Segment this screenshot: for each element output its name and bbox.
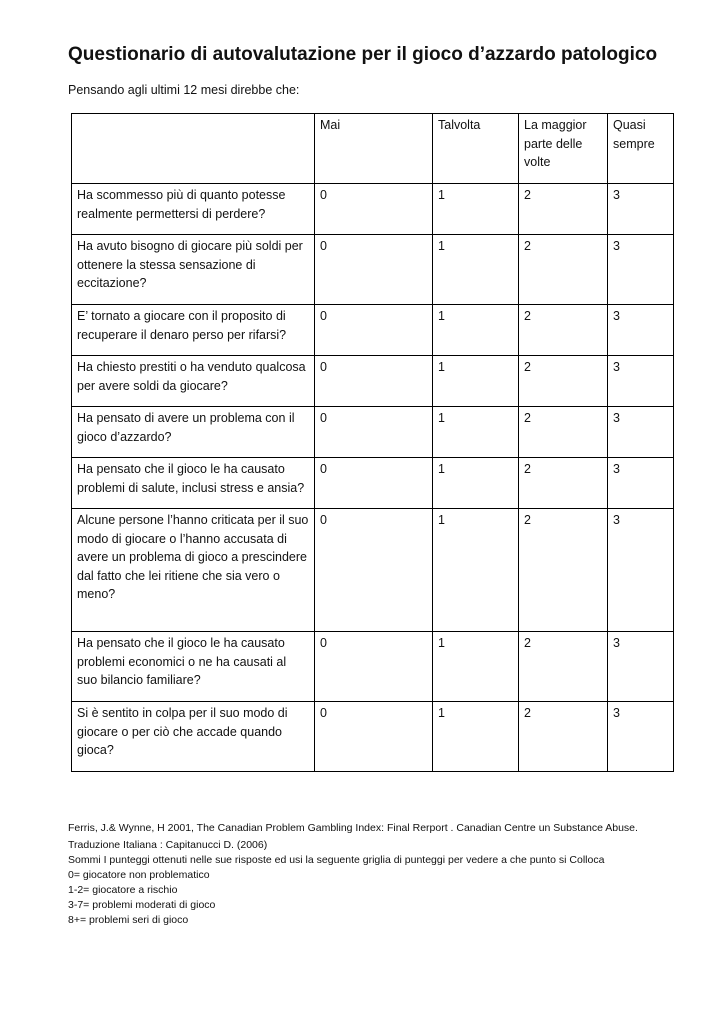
question-cell: Alcune persone l’hanno criticata per il suo modo di giocare o l’hanno accusata di avere un problema di gioco a prescindere dal fatto che lei ritiene che sia vero o meno? xyxy=(72,509,315,632)
table-row xyxy=(72,509,674,632)
score-maggior-parte: 2 xyxy=(519,632,608,702)
footer xyxy=(68,821,668,928)
question-cell: Ha avuto bisogno di giocare più soldi per ottenere la stessa sensazione di eccitazione? xyxy=(72,235,315,305)
score-maggior-parte: 2 xyxy=(519,305,608,356)
table-header-row xyxy=(72,114,674,184)
score-quasi-sempre: 3 xyxy=(608,509,674,632)
score-mai: 0 xyxy=(315,235,433,305)
page-title: Questionario di autovalutazione per il gioco d’azzardo patologico xyxy=(68,44,658,65)
table-row xyxy=(72,632,674,702)
score-quasi-sempre: 3 xyxy=(608,235,674,305)
score-mai: 0 xyxy=(315,356,433,407)
score-maggior-parte: 2 xyxy=(519,235,608,305)
score-quasi-sempre: 3 xyxy=(608,305,674,356)
question-cell: Ha chiesto prestiti o ha venduto qualcosa per avere soldi da giocare? xyxy=(72,356,315,407)
column-header-talvolta: Talvolta xyxy=(433,114,519,184)
column-header-maggior-parte: La maggior parte delle volte xyxy=(519,114,608,184)
table-row xyxy=(72,235,674,305)
score-talvolta: 1 xyxy=(433,235,519,305)
question-cell: Ha pensato di avere un problema con il gioco d’azzardo? xyxy=(72,407,315,458)
score-maggior-parte: 2 xyxy=(519,407,608,458)
score-mai: 0 xyxy=(315,458,433,509)
score-maggior-parte: 2 xyxy=(519,509,608,632)
scoring-item: 0= giocatore non problematico xyxy=(68,869,210,881)
reference-text: Ferris, J.& Wynne, H 2001, The Canadian Problem Gambling Index: Final Rerport . Canadian Centre un Substance Abuse. xyxy=(68,822,638,834)
score-quasi-sempre: 3 xyxy=(608,702,674,772)
question-cell: Si è sentito in colpa per il suo modo di giocare o per ciò che accade quando gioca? xyxy=(72,702,315,772)
table-row xyxy=(72,702,674,772)
question-cell: Ha pensato che il gioco le ha causato problemi economici o ne ha causati al suo bilancio familiare? xyxy=(72,632,315,702)
score-talvolta: 1 xyxy=(433,184,519,235)
table-row xyxy=(72,458,674,509)
score-maggior-parte: 2 xyxy=(519,702,608,772)
score-mai: 0 xyxy=(315,305,433,356)
score-talvolta: 1 xyxy=(433,458,519,509)
scoring-item: 3-7= problemi moderati di gioco xyxy=(68,899,216,911)
score-talvolta: 1 xyxy=(433,356,519,407)
score-mai: 0 xyxy=(315,407,433,458)
score-quasi-sempre: 3 xyxy=(608,356,674,407)
questionnaire-table xyxy=(71,113,674,772)
table-row xyxy=(72,356,674,407)
table-row xyxy=(72,305,674,356)
score-mai: 0 xyxy=(315,702,433,772)
score-mai: 0 xyxy=(315,184,433,235)
intro-text: Pensando agli ultimi 12 mesi direbbe che: xyxy=(68,83,300,97)
score-quasi-sempre: 3 xyxy=(608,632,674,702)
score-quasi-sempre: 3 xyxy=(608,407,674,458)
column-header-quasi-sempre: Quasi sempre xyxy=(608,114,674,184)
score-talvolta: 1 xyxy=(433,702,519,772)
score-talvolta: 1 xyxy=(433,407,519,458)
score-quasi-sempre: 3 xyxy=(608,458,674,509)
score-talvolta: 1 xyxy=(433,632,519,702)
score-maggior-parte: 2 xyxy=(519,458,608,509)
score-mai: 0 xyxy=(315,632,433,702)
instructions-text: Sommi I punteggi ottenuti nelle sue risposte ed usi la seguente griglia di punteggi per vedere a che punto si Colloca xyxy=(68,854,605,866)
translation-text: Traduzione Italiana : Capitanucci D. (2006) xyxy=(68,839,268,851)
score-quasi-sempre: 3 xyxy=(608,184,674,235)
column-header-mai: Mai xyxy=(315,114,433,184)
scoring-item: 1-2= giocatore a rischio xyxy=(68,884,178,896)
question-cell: E’ tornato a giocare con il proposito di recuperare il denaro perso per rifarsi? xyxy=(72,305,315,356)
question-cell: Ha pensato che il gioco le ha causato problemi di salute, inclusi stress e ansia? xyxy=(72,458,315,509)
score-maggior-parte: 2 xyxy=(519,356,608,407)
score-talvolta: 1 xyxy=(433,509,519,632)
column-header-question xyxy=(72,114,315,184)
score-talvolta: 1 xyxy=(433,305,519,356)
table-row xyxy=(72,184,674,235)
question-cell: Ha scommesso più di quanto potesse realmente permettersi di perdere? xyxy=(72,184,315,235)
scoring-item: 8+= problemi seri di gioco xyxy=(68,914,189,926)
score-maggior-parte: 2 xyxy=(519,184,608,235)
score-mai: 0 xyxy=(315,509,433,632)
table-row xyxy=(72,407,674,458)
